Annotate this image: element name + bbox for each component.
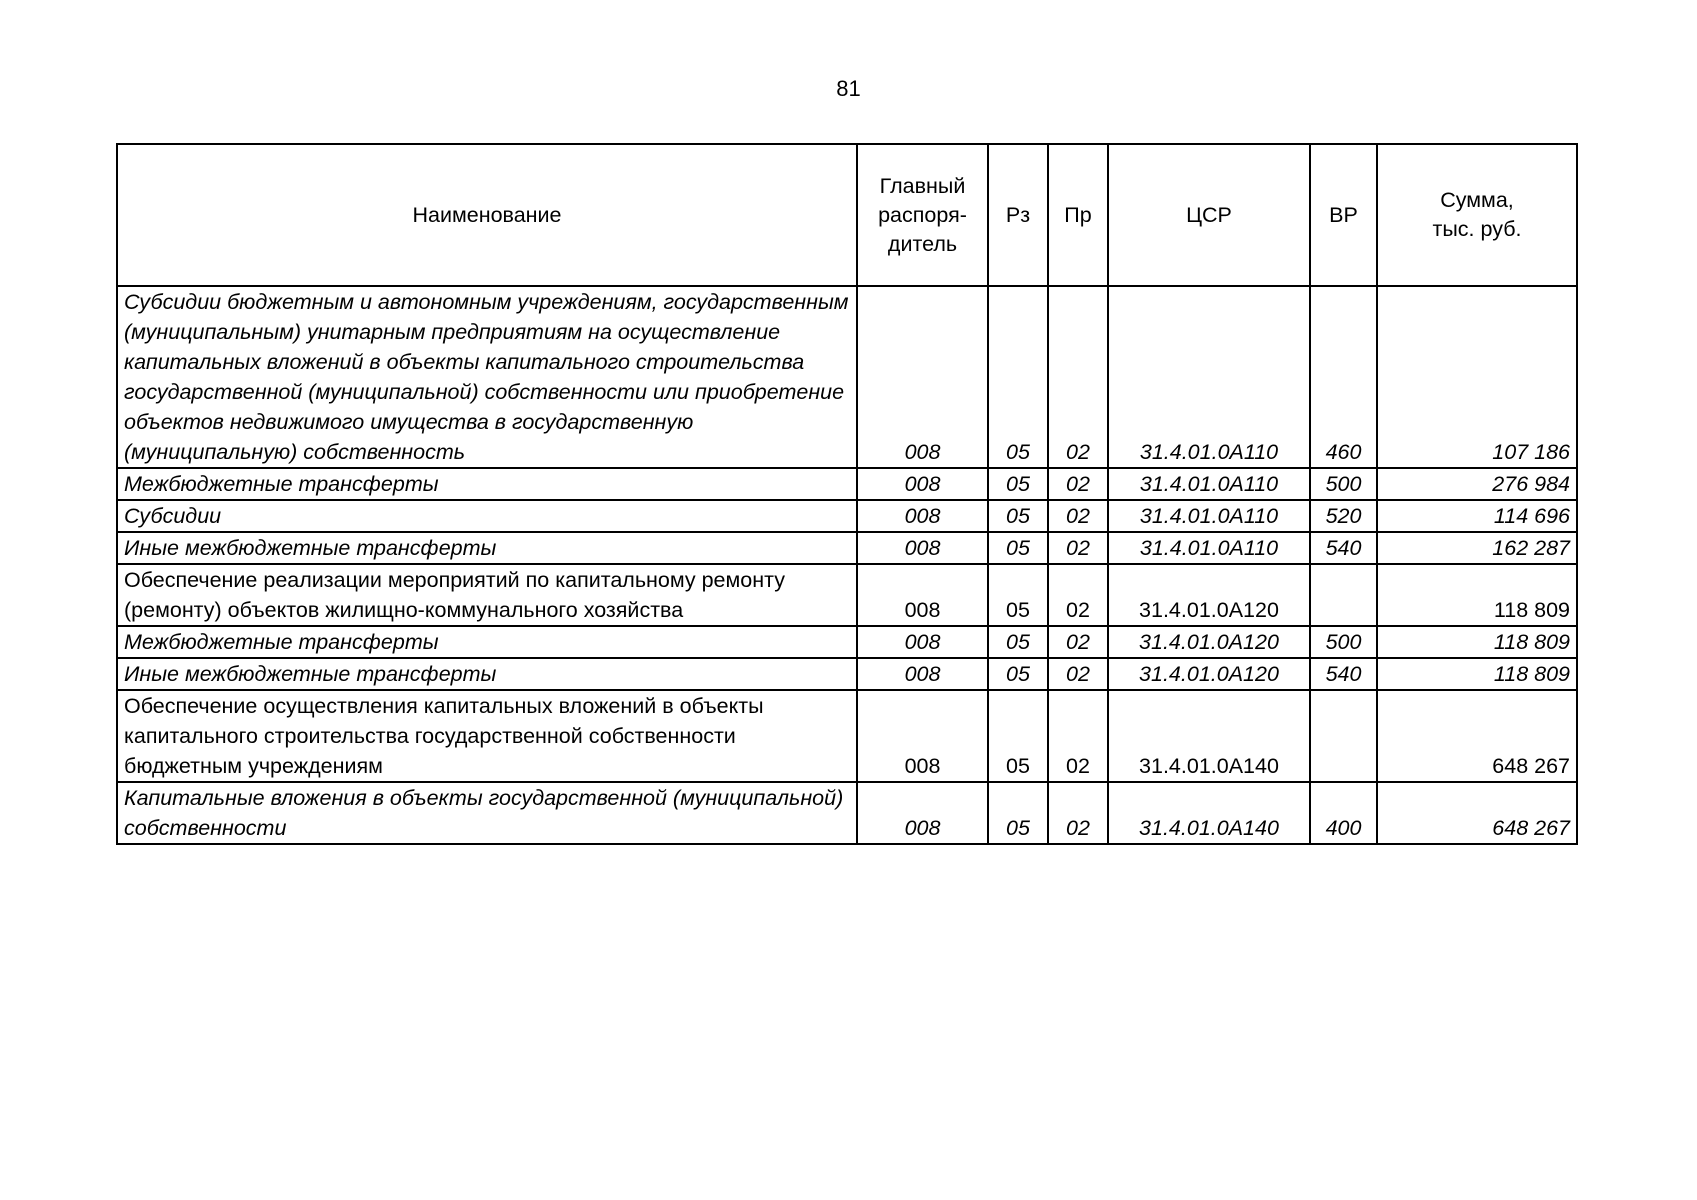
row-pr: 02 (1048, 286, 1108, 468)
row-sum: 114 696 (1377, 500, 1577, 532)
row-pr: 02 (1048, 690, 1108, 782)
table-row (117, 468, 1577, 500)
table-row (117, 564, 1577, 626)
row-vr (1310, 690, 1377, 782)
col-header-admin: Главный распоря- дитель (857, 144, 988, 286)
row-pr: 02 (1048, 658, 1108, 690)
row-pr: 02 (1048, 500, 1108, 532)
row-csr: 31.4.01.0А110 (1108, 468, 1310, 500)
row-name: Обеспечение реализации мероприятий по капитальному ремонту (ремонту) объектов жилищно-коммунального хозяйства (117, 564, 857, 626)
row-csr: 31.4.01.0А120 (1108, 626, 1310, 658)
row-csr: 31.4.01.0А110 (1108, 532, 1310, 564)
row-vr: 520 (1310, 500, 1377, 532)
row-name: Межбюджетные трансферты (117, 626, 857, 658)
row-sum: 276 984 (1377, 468, 1577, 500)
header-row (117, 144, 1577, 286)
row-admin: 008 (857, 658, 988, 690)
row-rz: 05 (988, 500, 1048, 532)
col-header-rz: Рз (988, 144, 1048, 286)
row-vr: 500 (1310, 626, 1377, 658)
col-header-csr: ЦСР (1108, 144, 1310, 286)
row-rz: 05 (988, 626, 1048, 658)
row-rz: 05 (988, 782, 1048, 844)
row-csr: 31.4.01.0А110 (1108, 286, 1310, 468)
table-row (117, 782, 1577, 844)
row-admin: 008 (857, 690, 988, 782)
row-admin: 008 (857, 468, 988, 500)
row-csr: 31.4.01.0А140 (1108, 782, 1310, 844)
row-rz: 05 (988, 468, 1048, 500)
row-admin: 008 (857, 782, 988, 844)
row-rz: 05 (988, 658, 1048, 690)
row-name: Субсидии (117, 500, 857, 532)
row-pr: 02 (1048, 626, 1108, 658)
row-vr: 500 (1310, 468, 1377, 500)
row-name: Капитальные вложения в объекты государственной (муниципальной) собственности (117, 782, 857, 844)
table-row (117, 658, 1577, 690)
row-pr: 02 (1048, 564, 1108, 626)
col-header-pr: Пр (1048, 144, 1108, 286)
budget-table (116, 143, 1578, 845)
row-sum: 118 809 (1377, 658, 1577, 690)
row-pr: 02 (1048, 532, 1108, 564)
row-sum: 648 267 (1377, 782, 1577, 844)
row-csr: 31.4.01.0А140 (1108, 690, 1310, 782)
row-vr: 540 (1310, 532, 1377, 564)
col-header-sum: Сумма, тыс. руб. (1377, 144, 1577, 286)
col-header-vr: ВР (1310, 144, 1377, 286)
row-rz: 05 (988, 690, 1048, 782)
row-sum: 118 809 (1377, 626, 1577, 658)
row-vr (1310, 564, 1377, 626)
row-name: Иные межбюджетные трансферты (117, 532, 857, 564)
row-sum: 162 287 (1377, 532, 1577, 564)
row-vr: 540 (1310, 658, 1377, 690)
table-row (117, 532, 1577, 564)
row-pr: 02 (1048, 782, 1108, 844)
row-name: Обеспечение осуществления капитальных вложений в объекты капитального строительства государственной собственности бюджетным учреждениям (117, 690, 857, 782)
row-admin: 008 (857, 286, 988, 468)
row-pr: 02 (1048, 468, 1108, 500)
row-name: Межбюджетные трансферты (117, 468, 857, 500)
table-row (117, 690, 1577, 782)
row-vr: 460 (1310, 286, 1377, 468)
col-header-name: Наименование (117, 144, 857, 286)
row-csr: 31.4.01.0А110 (1108, 500, 1310, 532)
table-row (117, 626, 1577, 658)
row-name: Субсидии бюджетным и автономным учреждениям, государственным (муниципальным) унитарным предприятиям на осуществление капитальных вложений в объекты капитального строительства государственной (муниципальной) собственности или приобретение объектов недвижимого имущества в государственную (муниципальную) собственность (117, 286, 857, 468)
row-rz: 05 (988, 286, 1048, 468)
page-number: 81 (836, 76, 861, 101)
row-admin: 008 (857, 500, 988, 532)
row-sum: 648 267 (1377, 690, 1577, 782)
row-sum: 118 809 (1377, 564, 1577, 626)
row-admin: 008 (857, 532, 988, 564)
row-rz: 05 (988, 532, 1048, 564)
table-row (117, 500, 1577, 532)
row-name: Иные межбюджетные трансферты (117, 658, 857, 690)
row-rz: 05 (988, 564, 1048, 626)
row-sum: 107 186 (1377, 286, 1577, 468)
row-vr: 400 (1310, 782, 1377, 844)
row-csr: 31.4.01.0А120 (1108, 658, 1310, 690)
table-row (117, 286, 1577, 468)
row-csr: 31.4.01.0А120 (1108, 564, 1310, 626)
row-admin: 008 (857, 626, 988, 658)
row-admin: 008 (857, 564, 988, 626)
